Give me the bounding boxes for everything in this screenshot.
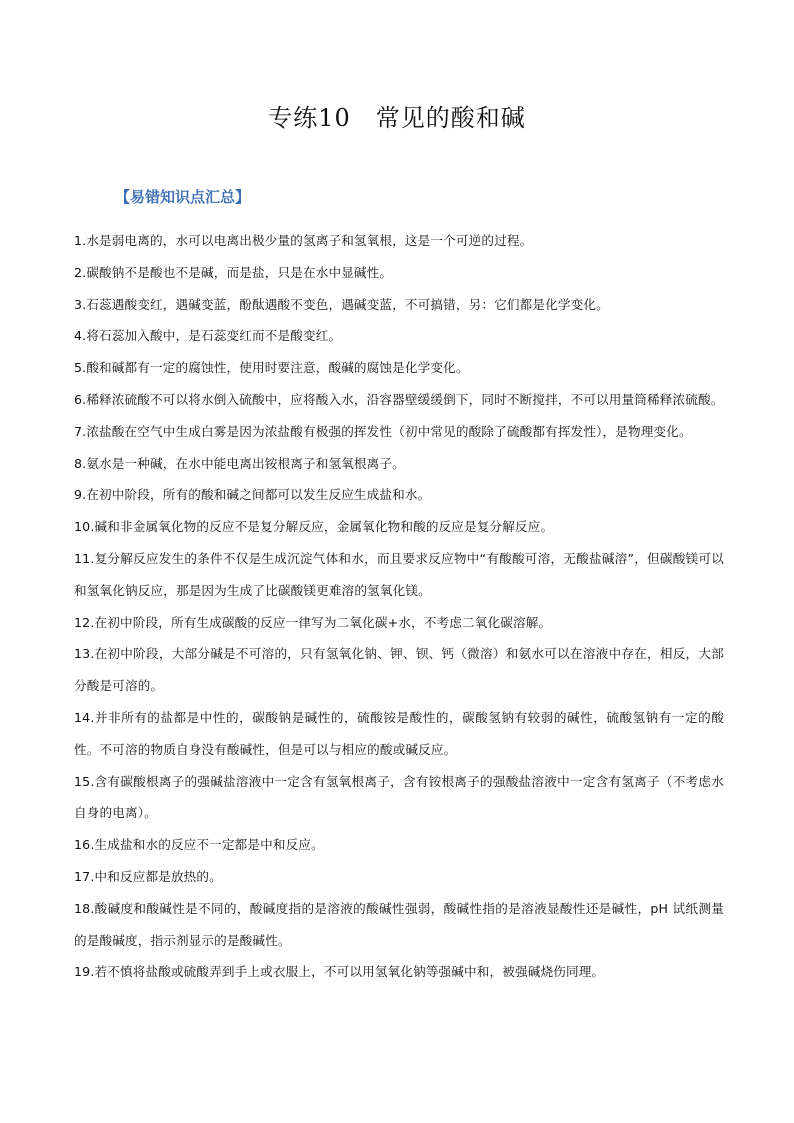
- list-item: 12.在初中阶段，所有生成碳酸的反应一律写为二氧化碳+水，不考虑二氧化碳溶解。: [74, 614, 552, 630]
- list-item: 18.酸碱度和酸碱性是不同的，酸碱度指的是溶液的酸碱性强弱，酸碱性指的是溶液显酸性还是碱性，pH 试纸测量的是酸碱度，指示剂显示的是酸碱性。: [74, 900, 724, 948]
- list-item: 11.复分解反应发生的条件不仅是生成沉淀气体和水，而且要求反应物中“有酸酸可溶，无酸盐碱溶”，但碳酸镁可以和氢氧化钠反应，那是因为生成了比碳酸镁更难溶的氢氧化镁。: [74, 550, 724, 598]
- list-item: 6.稀释浓硫酸不可以将水倒入硫酸中，应将酸入水，沿容器壁缓缓倒下，同时不断搅拌，不可以用量筒稀释浓硫酸。: [74, 391, 724, 407]
- list-item: 4.将石蕊加入酸中，是石蕊变红而不是酸变红。: [74, 328, 342, 344]
- page-title: 专练10 常见的酸和碱: [268, 104, 526, 132]
- list-item: 10.碱和非金属氧化物的反应不是复分解反应，金属氧化物和酸的反应是复分解反应。: [74, 519, 554, 535]
- knowledge-point-list: [74, 225, 724, 988]
- list-item: 5.酸和碱都有一定的腐蚀性，使用时要注意，酸碱的腐蚀是化学变化。: [74, 360, 469, 376]
- section-heading: 【易错知识点汇总】: [115, 188, 251, 206]
- list-item: 8.氨水是一种碱，在水中能电离出铵根离子和氢氧根离子。: [74, 455, 405, 471]
- list-item: 17.中和反应都是放热的。: [74, 868, 222, 884]
- list-item: 1.水是弱电离的，水可以电离出极少量的氢离子和氢氧根，这是一个可逆的过程。: [74, 233, 533, 248]
- list-item: 19.若不慎将盐酸或硫酸弄到手上或衣服上，不可以用氢氧化钠等强碱中和，被强碱烧伤同理。: [74, 964, 605, 980]
- list-item: 2.碳酸钠不是酸也不是碱，而是盐，只是在水中显碱性。: [74, 264, 393, 280]
- list-item: 14.并非所有的盐都是中性的，碳酸钠是碱性的，硫酸铵是酸性的，碳酸氢钠有较弱的碱性，硫酸氢钠有一定的酸性。不可溶的物质自身没有酸碱性，但是可以与相应的酸或碱反应。: [74, 709, 724, 757]
- list-item: 16.生成盐和水的反应不一定都是中和反应。: [74, 837, 324, 853]
- list-item: 3.石蕊遇酸变红，遇碱变蓝，酚酞遇酸不变色，遇碱变蓝，不可搞错，另：它们都是化学变化。: [74, 296, 609, 312]
- list-item: 9.在初中阶段，所有的酸和碱之间都可以发生反应生成盐和水。: [74, 487, 431, 503]
- list-item: 13.在初中阶段，大部分碱是不可溶的，只有氢氧化钠、钾、钡、钙（微溶）和氨水可以在溶液中存在，相反，大部分酸是可溶的。: [74, 646, 724, 694]
- list-item: 15.含有碳酸根离子的强碱盐溶液中一定含有氢氧根离子，含有铵根离子的强酸盐溶液中一定含有氢离子（不考虑水自身的电离）。: [74, 773, 724, 821]
- list-item: 7.浓盐酸在空气中生成白雾是因为浓盐酸有极强的挥发性（初中常见的酸除了硫酸都有挥发性），是物理变化。: [74, 423, 692, 439]
